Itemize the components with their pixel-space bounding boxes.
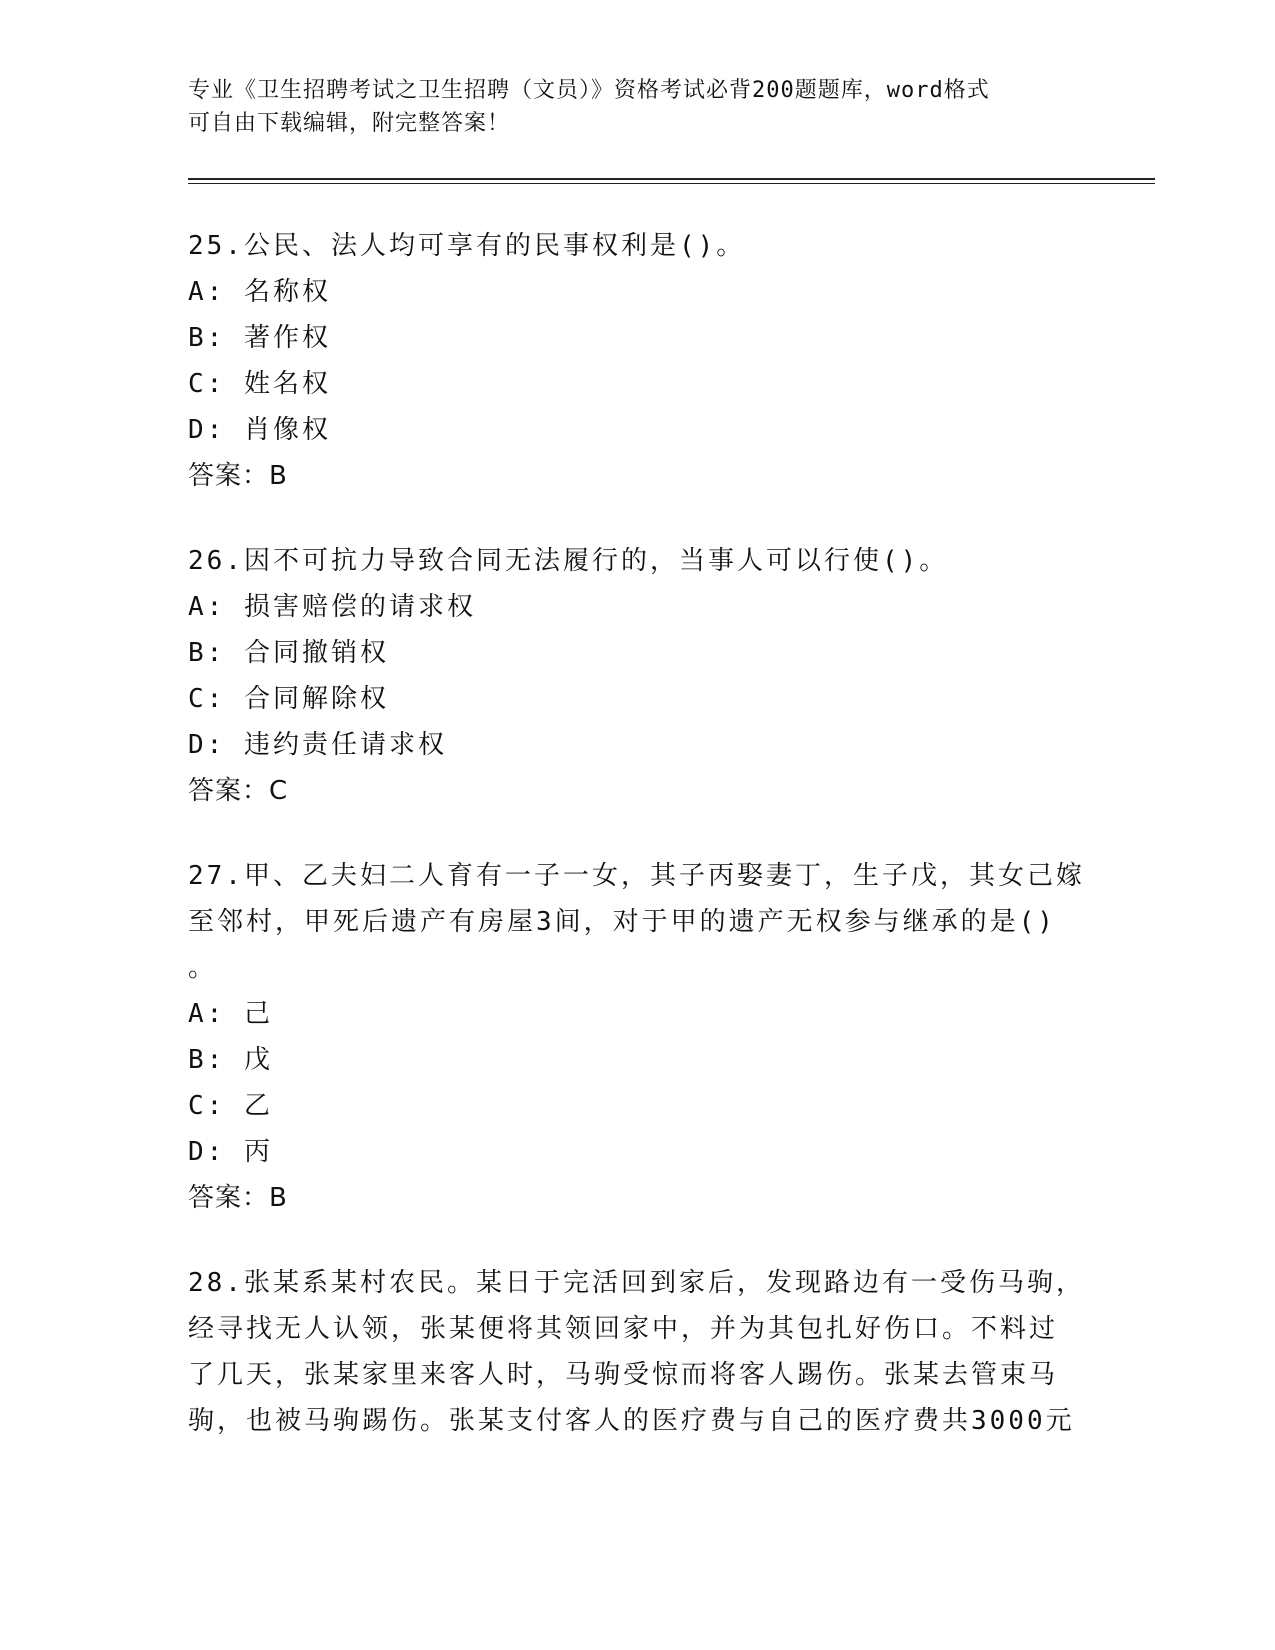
option-a: A: 损害赔偿的请求权 [188,592,476,622]
question-27 [188,853,1088,1221]
question-26 [188,538,1088,814]
question-stem: 26.因不可抗力导致合同无法履行的，当事人可以行使()。 [188,546,949,576]
answer: 答案：C [188,776,289,806]
option-d: D: 违约责任请求权 [188,730,447,760]
option-a: A: 名称权 [188,277,331,307]
question-25 [188,223,1088,499]
option-b: B: 戊 [188,1045,273,1075]
option-b: B: 合同撤销权 [188,638,389,668]
question-stem-line-3: 。 [188,953,218,983]
question-28 [188,1260,1088,1444]
option-a: A: 己 [188,999,273,1029]
option-c: C: 姓名权 [188,369,331,399]
question-stem-line-2: 至邻村，甲死后遗产有房屋3间，对于甲的遗产无权参与继承的是() [188,907,1056,937]
document-header [188,74,1088,140]
option-b: B: 著作权 [188,323,331,353]
header-line-1: 专业《卫生招聘考试之卫生招聘（文员）》资格考试必背200题题库，word格式 [188,78,990,103]
question-stem-line-3: 了几天，张某家里来客人时，马驹受惊而将客人踢伤。张某去管束马 [188,1360,1059,1390]
answer: 答案：B [188,461,288,491]
question-stem-line-1: 27.甲、乙夫妇二人育有一子一女，其子丙娶妻丁，生子戊，其女己嫁 [188,861,1085,891]
question-stem-line-1: 28.张某系某村农民。某日于完活回到家后，发现路边有一受伤马驹， [188,1268,1085,1298]
header-divider-thin [188,183,1155,184]
header-divider-thick [188,178,1155,180]
header-line-2: 可自由下载编辑，附完整答案！ [188,111,511,136]
question-stem: 25.公民、法人均可享有的民事权利是()。 [188,231,746,261]
option-c: C: 乙 [188,1091,273,1121]
option-d: D: 肖像权 [188,415,331,445]
option-d: D: 丙 [188,1137,273,1167]
answer: 答案：B [188,1183,288,1213]
question-stem-line-2: 经寻找无人认领，张某便将其领回家中，并为其包扎好伤口。不料过 [188,1314,1059,1344]
option-c: C: 合同解除权 [188,684,389,714]
question-stem-line-4: 驹，也被马驹踢伤。张某支付客人的医疗费与自己的医疗费共3000元 [188,1406,1075,1436]
